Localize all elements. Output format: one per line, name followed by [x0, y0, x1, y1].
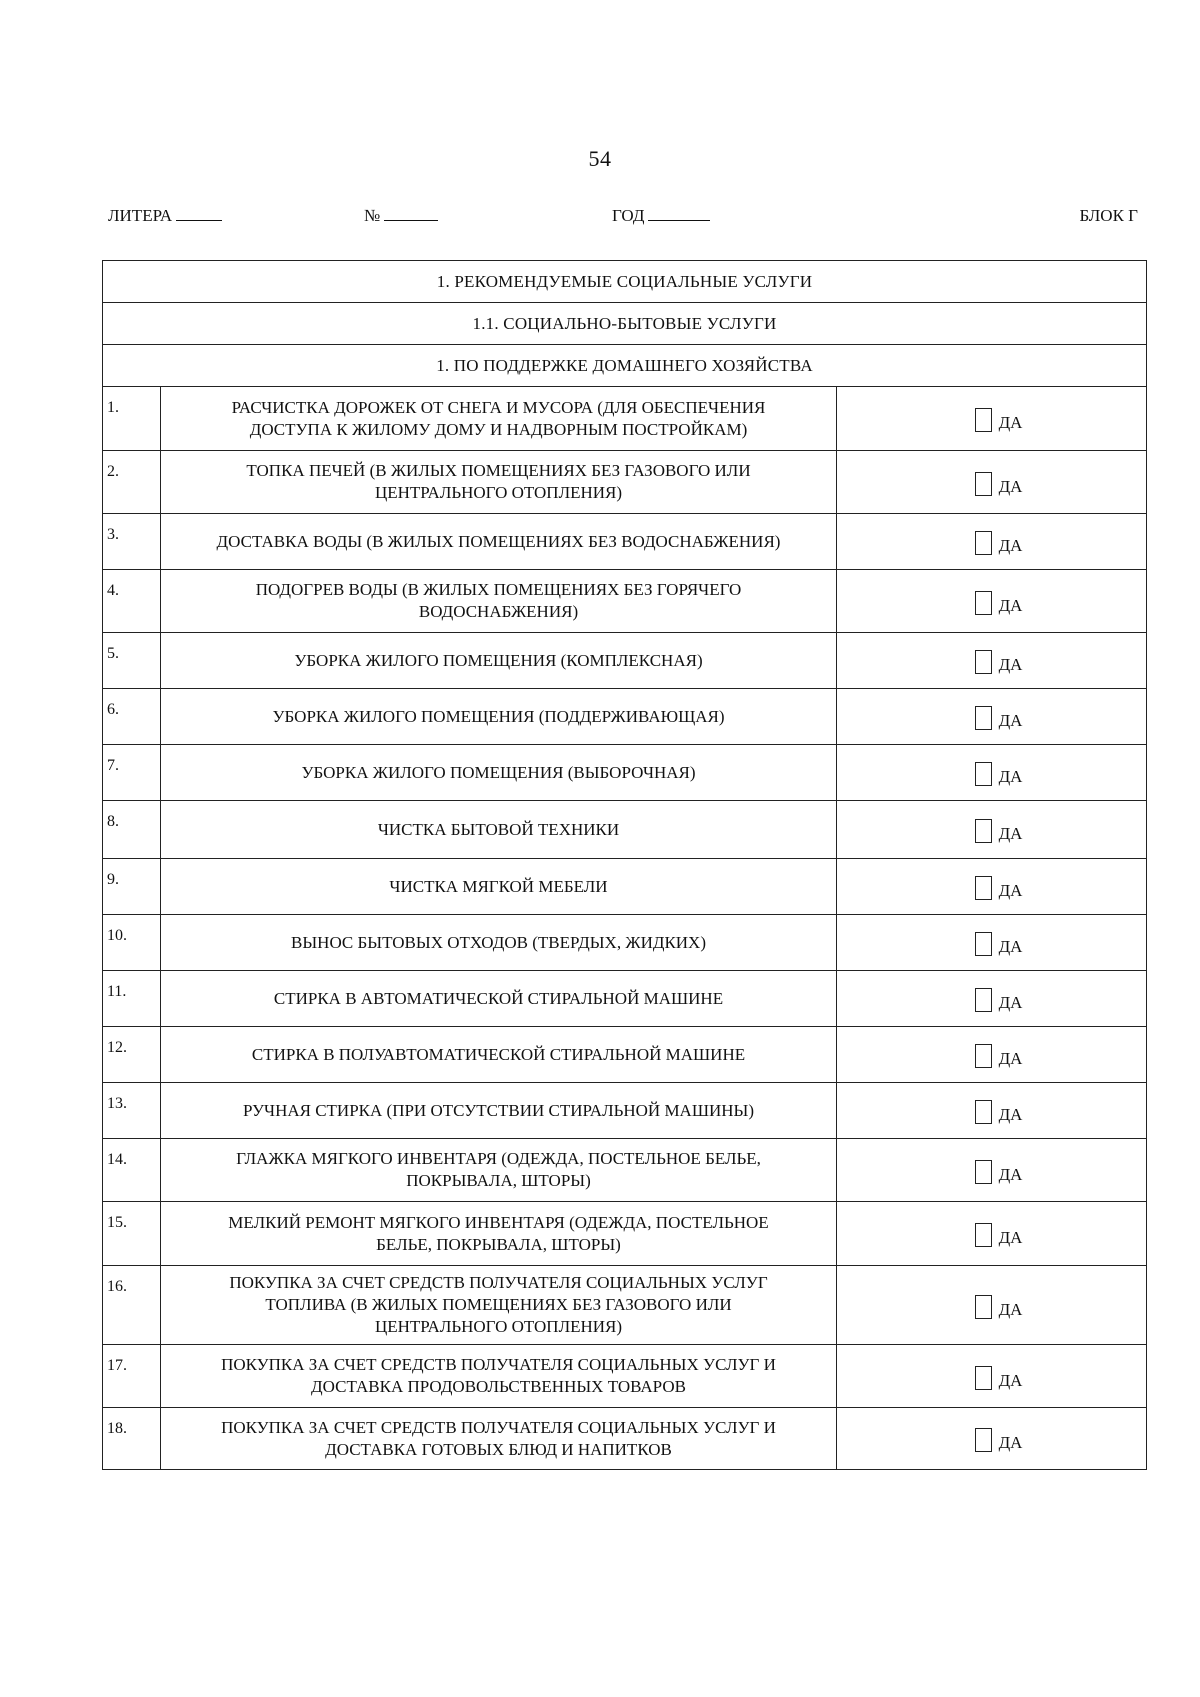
yes-checkbox[interactable]	[975, 876, 992, 900]
service-name-line: РАСЧИСТКА ДОРОЖЕК ОТ СНЕГА И МУСОРА (ДЛЯ ОБЕСПЕЧЕНИЯ	[231, 397, 766, 417]
yes-label: ДА	[998, 655, 1023, 674]
yes-label: ДА	[998, 1299, 1023, 1319]
service-name	[161, 387, 837, 451]
service-yes-cell	[837, 387, 1147, 451]
service-number: 6.	[103, 689, 161, 745]
yes-checkbox[interactable]	[975, 1295, 992, 1319]
service-yes-cell	[837, 1083, 1147, 1139]
service-name-line: ДОСТУПА К ЖИЛОМУ ДОМУ И НАДВОРНЫМ ПОСТРОЙКАМ)	[249, 419, 748, 439]
service-name-line: ПОДОГРЕВ ВОДЫ (В ЖИЛЫХ ПОМЕЩЕНИЯХ БЕЗ ГОРЯЧЕГО	[255, 580, 742, 599]
section-title-sub: 1.1. СОЦИАЛЬНО-БЫТОВЫЕ УСЛУГИ	[103, 303, 1147, 345]
page-number: 54	[588, 146, 612, 171]
service-name-line: ПОКУПКА ЗА СЧЕТ СРЕДСТВ ПОЛУЧАТЕЛЯ СОЦИАЛЬНЫХ УСЛУГ И	[221, 1355, 776, 1374]
service-row	[103, 971, 1147, 1027]
yes-option[interactable]	[975, 706, 1023, 730]
service-row	[103, 859, 1147, 915]
service-number: 16.	[103, 1266, 161, 1345]
yes-label: ДА	[998, 1228, 1023, 1247]
service-yes-cell	[837, 633, 1147, 689]
section-row-group	[103, 345, 1147, 387]
yes-label: ДА	[998, 881, 1023, 900]
service-name-line: ГЛАЖКА МЯГКОГО ИНВЕНТАРЯ (ОДЕЖДА, ПОСТЕЛЬНОЕ БЕЛЬЕ,	[236, 1149, 761, 1168]
yes-checkbox[interactable]	[975, 1428, 992, 1452]
service-row	[103, 1083, 1147, 1139]
service-row	[103, 1027, 1147, 1083]
service-row	[103, 915, 1147, 971]
service-name	[161, 745, 837, 801]
service-number: 11.	[103, 971, 161, 1027]
service-yes-cell	[837, 1202, 1147, 1266]
service-yes-cell	[837, 859, 1147, 915]
service-yes-cell	[837, 801, 1147, 859]
yes-label: ДА	[998, 1370, 1023, 1390]
service-yes-cell	[837, 1345, 1147, 1408]
yes-label: ДА	[998, 595, 1023, 615]
service-name	[161, 801, 837, 859]
service-name	[161, 1345, 837, 1408]
service-number: 10.	[103, 915, 161, 971]
service-yes-cell	[837, 915, 1147, 971]
yes-label: ДА	[998, 711, 1023, 730]
service-number: 14.	[103, 1139, 161, 1202]
service-yes-cell	[837, 745, 1147, 801]
service-number: 9.	[103, 859, 161, 915]
service-name	[161, 1266, 837, 1345]
service-name-line: ВЫНОС БЫТОВЫХ ОТХОДОВ (ТВЕРДЫХ, ЖИДКИХ)	[291, 932, 706, 952]
service-number: 8.	[103, 801, 161, 859]
litera-field[interactable]	[108, 206, 222, 226]
service-name-line: УБОРКА ЖИЛОГО ПОМЕЩЕНИЯ (ВЫБОРОЧНАЯ)	[301, 762, 696, 782]
yes-option[interactable]	[975, 1160, 1023, 1184]
service-name	[161, 1139, 837, 1202]
service-row	[103, 1345, 1147, 1408]
service-row	[103, 1266, 1147, 1345]
service-name-line: ПОКРЫВАЛА, ШТОРЫ)	[406, 1171, 591, 1190]
yes-checkbox[interactable]	[975, 1223, 992, 1247]
service-name-line: ТОПКА ПЕЧЕЙ (В ЖИЛЫХ ПОМЕЩЕНИЯХ БЕЗ ГАЗОВОГО ИЛИ	[246, 461, 751, 480]
service-name-line: ТОПЛИВА (В ЖИЛЫХ ПОМЕЩЕНИЯХ БЕЗ ГАЗОВОГО ИЛИ	[265, 1295, 732, 1314]
service-yes-cell	[837, 1408, 1147, 1470]
service-name	[161, 514, 837, 570]
service-name	[161, 451, 837, 514]
service-number: 18.	[103, 1408, 161, 1470]
yes-option[interactable]	[975, 472, 1023, 496]
service-name-line: МЕЛКИЙ РЕМОНТ МЯГКОГО ИНВЕНТАРЯ (ОДЕЖДА, ПОСТЕЛЬНОЕ	[228, 1212, 769, 1232]
yes-option[interactable]	[975, 591, 1023, 615]
service-number: 4.	[103, 570, 161, 633]
yes-checkbox[interactable]	[975, 1100, 992, 1124]
service-name	[161, 1083, 837, 1139]
year-field[interactable]	[612, 206, 710, 226]
service-name	[161, 859, 837, 915]
service-name	[161, 633, 837, 689]
services-table-body	[103, 261, 1147, 1470]
litera-blank[interactable]	[176, 206, 222, 221]
service-number: 5.	[103, 633, 161, 689]
service-name	[161, 971, 837, 1027]
service-number: 1.	[103, 387, 161, 451]
litera-label: ЛИТЕРА	[108, 206, 173, 225]
yes-checkbox[interactable]	[975, 988, 992, 1012]
service-name-line: РУЧНАЯ СТИРКА (ПРИ ОТСУТСТВИИ СТИРАЛЬНОЙ МАШИНЫ)	[242, 1100, 755, 1120]
yes-checkbox[interactable]	[975, 1366, 992, 1390]
yes-option[interactable]	[975, 762, 1023, 786]
section-title-group: 1. ПО ПОДДЕРЖКЕ ДОМАШНЕГО ХОЗЯЙСТВА	[103, 345, 1147, 387]
service-number: 13.	[103, 1083, 161, 1139]
service-row	[103, 1202, 1147, 1266]
service-yes-cell	[837, 1266, 1147, 1345]
service-name-line: ПОКУПКА ЗА СЧЕТ СРЕДСТВ ПОЛУЧАТЕЛЯ СОЦИАЛЬНЫХ УСЛУГ И	[221, 1417, 776, 1437]
service-row	[103, 514, 1147, 570]
service-row	[103, 570, 1147, 633]
service-name	[161, 1408, 837, 1470]
yes-label: ДА	[998, 937, 1023, 956]
section-row-sub	[103, 303, 1147, 345]
service-name-line: УБОРКА ЖИЛОГО ПОМЕЩЕНИЯ (ПОДДЕРЖИВАЮЩАЯ)	[272, 706, 725, 726]
yes-checkbox[interactable]	[975, 762, 992, 786]
service-row	[103, 801, 1147, 859]
yes-label: ДА	[998, 1164, 1023, 1184]
service-row	[103, 1408, 1147, 1470]
yes-label: ДА	[998, 993, 1023, 1012]
service-name-line: УБОРКА ЖИЛОГО ПОМЕЩЕНИЯ (КОМПЛЕКСНАЯ)	[294, 650, 703, 670]
service-row	[103, 633, 1147, 689]
service-name-line: ДОСТАВКА ГОТОВЫХ БЛЮД И НАПИТКОВ	[325, 1439, 672, 1459]
yes-label: ДА	[998, 476, 1023, 496]
service-number: 7.	[103, 745, 161, 801]
service-name	[161, 915, 837, 971]
yes-option[interactable]	[975, 876, 1023, 900]
yes-checkbox[interactable]	[975, 531, 992, 555]
yes-checkbox[interactable]	[975, 819, 992, 843]
yes-label: ДА	[998, 767, 1023, 786]
service-name-line: ЦЕНТРАЛЬНОГО ОТОПЛЕНИЯ)	[374, 1317, 623, 1336]
service-name-line: ЦЕНТРАЛЬНОГО ОТОПЛЕНИЯ)	[374, 483, 623, 502]
yes-checkbox[interactable]	[975, 650, 992, 674]
yes-label: ДА	[998, 1433, 1023, 1452]
year-blank[interactable]	[648, 206, 710, 221]
service-yes-cell	[837, 514, 1147, 570]
service-row	[103, 451, 1147, 514]
service-row	[103, 745, 1147, 801]
yes-option[interactable]	[975, 408, 1023, 432]
service-name	[161, 1202, 837, 1266]
yes-option[interactable]	[975, 531, 1023, 555]
service-yes-cell	[837, 1139, 1147, 1202]
yes-label: ДА	[998, 536, 1023, 555]
block-label: БЛОК Г	[1079, 206, 1138, 225]
yes-checkbox[interactable]	[975, 932, 992, 956]
yes-checkbox[interactable]	[975, 706, 992, 730]
yes-checkbox[interactable]	[975, 472, 992, 496]
service-name-line: СТИРКА В ПОЛУАВТОМАТИЧЕСКОЙ СТИРАЛЬНОЙ МАШИНЕ	[251, 1044, 746, 1064]
yes-option[interactable]	[975, 1223, 1023, 1247]
service-yes-cell	[837, 570, 1147, 633]
yes-option[interactable]	[975, 988, 1023, 1012]
service-name-line: БЕЛЬЕ, ПОКРЫВАЛА, ШТОРЫ)	[376, 1234, 621, 1254]
number-field[interactable]	[364, 206, 438, 226]
service-yes-cell	[837, 1027, 1147, 1083]
service-name-line: ВОДОСНАБЖЕНИЯ)	[418, 602, 579, 621]
year-label: ГОД	[612, 206, 645, 225]
service-name-line: ЧИСТКА МЯГКОЙ МЕБЕЛИ	[389, 876, 608, 896]
service-name	[161, 1027, 837, 1083]
yes-option[interactable]	[975, 819, 1023, 843]
service-name-line: СТИРКА В АВТОМАТИЧЕСКОЙ СТИРАЛЬНОЙ МАШИНЕ	[273, 988, 724, 1008]
yes-option[interactable]	[975, 650, 1023, 674]
service-name	[161, 689, 837, 745]
service-number: 2.	[103, 451, 161, 514]
service-number: 15.	[103, 1202, 161, 1266]
service-row	[103, 689, 1147, 745]
number-blank[interactable]	[384, 206, 438, 221]
yes-option[interactable]	[975, 1295, 1023, 1319]
yes-option[interactable]	[975, 1044, 1023, 1068]
service-yes-cell	[837, 689, 1147, 745]
yes-label: ДА	[998, 1105, 1023, 1124]
yes-option[interactable]	[975, 1100, 1023, 1124]
yes-checkbox[interactable]	[975, 591, 992, 615]
yes-label: ДА	[998, 824, 1023, 843]
service-yes-cell	[837, 971, 1147, 1027]
number-label: №	[364, 206, 381, 225]
service-name-line: ПОКУПКА ЗА СЧЕТ СРЕДСТВ ПОЛУЧАТЕЛЯ СОЦИАЛЬНЫХ УСЛУГ	[229, 1273, 768, 1292]
service-name-line: ЧИСТКА БЫТОВОЙ ТЕХНИКИ	[377, 819, 620, 839]
section-title-main: 1. РЕКОМЕНДУЕМЫЕ СОЦИАЛЬНЫЕ УСЛУГИ	[103, 261, 1147, 303]
service-row	[103, 387, 1147, 451]
service-name	[161, 570, 837, 633]
service-row	[103, 1139, 1147, 1202]
section-row-main	[103, 261, 1147, 303]
services-table	[102, 260, 1147, 1470]
yes-label: ДА	[998, 413, 1023, 432]
yes-label: ДА	[998, 1049, 1023, 1068]
service-number: 12.	[103, 1027, 161, 1083]
service-name-line: ДОСТАВКА ПРОДОВОЛЬСТВЕННЫХ ТОВАРОВ	[311, 1377, 686, 1396]
service-number: 3.	[103, 514, 161, 570]
yes-checkbox[interactable]	[975, 408, 992, 432]
service-name-line: ДОСТАВКА ВОДЫ (В ЖИЛЫХ ПОМЕЩЕНИЯХ БЕЗ ВОДОСНАБЖЕНИЯ)	[216, 531, 781, 551]
yes-option[interactable]	[975, 1428, 1023, 1452]
yes-checkbox[interactable]	[975, 1044, 992, 1068]
service-number: 17.	[103, 1345, 161, 1408]
service-yes-cell	[837, 451, 1147, 514]
yes-checkbox[interactable]	[975, 1160, 992, 1184]
yes-option[interactable]	[975, 1366, 1023, 1390]
yes-option[interactable]	[975, 932, 1023, 956]
